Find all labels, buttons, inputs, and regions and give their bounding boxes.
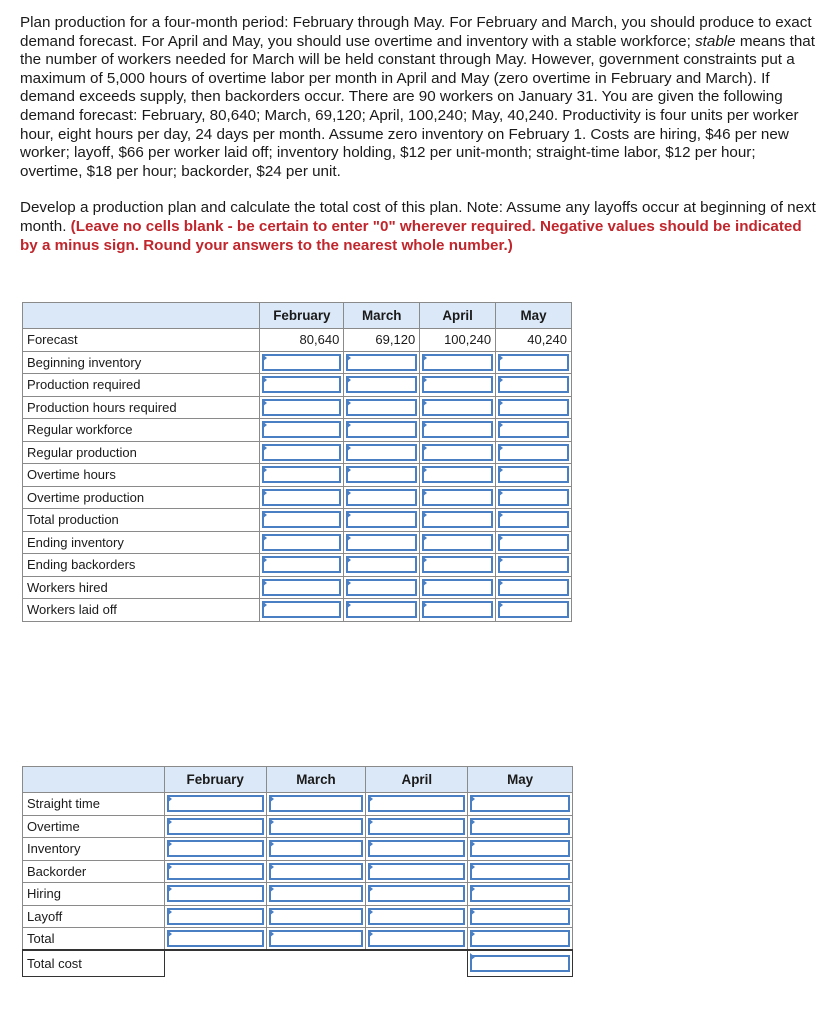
production-hours-required-february-cell <box>260 396 344 419</box>
cost-total-march-cell <box>266 928 366 951</box>
workers-hired-march-input[interactable] <box>346 579 417 596</box>
plan-row-workers-laid-off <box>23 599 572 622</box>
cost-layoff-april-input[interactable] <box>368 908 465 925</box>
total-production-march-input[interactable] <box>346 511 417 528</box>
forecast-value: 40,240 <box>496 329 572 352</box>
cost-overtime-may-input[interactable] <box>470 818 570 835</box>
row-label: Workers laid off <box>23 599 260 622</box>
cost-hiring-may-input[interactable] <box>470 885 570 902</box>
cost-hiring-february-cell <box>164 883 266 906</box>
cost-inventory-february-cell <box>164 838 266 861</box>
row-label: Ending inventory <box>23 531 260 554</box>
plan-row-beginning-inventory <box>23 351 572 374</box>
workers-laid-off-may-cell <box>496 599 572 622</box>
plan-header-row <box>23 303 572 329</box>
total-production-march-cell <box>344 509 420 532</box>
cost-row-hiring <box>23 883 573 906</box>
plan-row-production-required <box>23 374 572 397</box>
workers-hired-april-cell <box>420 576 496 599</box>
cost-inventory-february-input[interactable] <box>167 840 264 857</box>
cost-inventory-may-input[interactable] <box>470 840 570 857</box>
workers-laid-off-may-input[interactable] <box>498 601 569 618</box>
cost-backorder-april-cell <box>366 860 468 883</box>
cost-total-april-cell <box>366 928 468 951</box>
row-label: Backorder <box>23 860 165 883</box>
workers-laid-off-march-cell <box>344 599 420 622</box>
ending-backorders-february-cell <box>260 554 344 577</box>
overtime-hours-march-cell <box>344 464 420 487</box>
regular-production-february-cell <box>260 441 344 464</box>
blank-cell <box>164 950 266 976</box>
workers-laid-off-april-cell <box>420 599 496 622</box>
cost-layoff-april-cell <box>366 905 468 928</box>
workers-hired-february-input[interactable] <box>262 579 341 596</box>
total-cost-cell <box>468 950 573 976</box>
forecast-label: Forecast <box>23 329 260 352</box>
cost-total-march-input[interactable] <box>269 930 364 947</box>
overtime-hours-april-cell <box>420 464 496 487</box>
header-april: April <box>420 303 496 329</box>
ending-backorders-april-cell <box>420 554 496 577</box>
problem-paragraph-2: Develop a production plan and calculate the total cost of this plan. Note: Assume any layoffs occur at beginning of next month. (Leave no cells blank - be certain to enter "0" wherever required. Negative values should be indicated by a minus sign. Round your answers to the nearest whole number.) <box>20 199 816 254</box>
production-required-march-input[interactable] <box>346 376 417 393</box>
ending-inventory-april-cell <box>420 531 496 554</box>
cost-overtime-april-input[interactable] <box>368 818 465 835</box>
cost-total-may-input[interactable] <box>470 930 570 947</box>
production-required-march-cell <box>344 374 420 397</box>
row-label: Inventory <box>23 838 165 861</box>
total-production-april-cell <box>420 509 496 532</box>
cost-header-march: March <box>266 767 366 793</box>
cost-inventory-may-cell <box>468 838 573 861</box>
ending-inventory-march-cell <box>344 531 420 554</box>
regular-production-march-cell <box>344 441 420 464</box>
regular-workforce-april-cell <box>420 419 496 442</box>
ending-inventory-february-input[interactable] <box>262 534 341 551</box>
overtime-production-february-cell <box>260 486 344 509</box>
cost-backorder-april-input[interactable] <box>368 863 465 880</box>
header-blank <box>23 303 260 329</box>
forecast-value: 69,120 <box>344 329 420 352</box>
forecast-value: 80,640 <box>260 329 344 352</box>
cost-overtime-march-input[interactable] <box>269 818 364 835</box>
beginning-inventory-april-cell <box>420 351 496 374</box>
ending-inventory-march-input[interactable] <box>346 534 417 551</box>
workers-hired-april-input[interactable] <box>422 579 493 596</box>
header-february: February <box>260 303 344 329</box>
cost-row-total <box>23 928 573 951</box>
row-label: Beginning inventory <box>23 351 260 374</box>
regular-production-april-input[interactable] <box>422 444 493 461</box>
regular-production-april-cell <box>420 441 496 464</box>
overtime-production-march-cell <box>344 486 420 509</box>
workers-hired-may-cell <box>496 576 572 599</box>
total-cost-input[interactable] <box>470 955 570 972</box>
plan-row-workers-hired <box>23 576 572 599</box>
beginning-inventory-march-input[interactable] <box>346 354 417 371</box>
cost-layoff-may-input[interactable] <box>470 908 570 925</box>
regular-workforce-february-cell <box>260 419 344 442</box>
cost-header-row <box>23 767 573 793</box>
row-label: Workers hired <box>23 576 260 599</box>
plan-row-regular-production <box>23 441 572 464</box>
regular-workforce-march-cell <box>344 419 420 442</box>
regular-workforce-march-input[interactable] <box>346 421 417 438</box>
production-required-april-input[interactable] <box>422 376 493 393</box>
cost-overtime-march-cell <box>266 815 366 838</box>
beginning-inventory-may-input[interactable] <box>498 354 569 371</box>
cost-layoff-february-cell <box>164 905 266 928</box>
overtime-production-april-cell <box>420 486 496 509</box>
production-hours-required-april-input[interactable] <box>422 399 493 416</box>
blank-cell <box>366 950 468 976</box>
row-label: Straight time <box>23 793 165 816</box>
total-production-february-input[interactable] <box>262 511 341 528</box>
overtime-production-may-cell <box>496 486 572 509</box>
cost-straight-time-may-input[interactable] <box>470 795 570 812</box>
plan-row-production-hours-required <box>23 396 572 419</box>
ending-inventory-may-input[interactable] <box>498 534 569 551</box>
total-cost-row <box>23 950 573 976</box>
cost-hiring-february-input[interactable] <box>167 885 264 902</box>
cost-overtime-february-cell <box>164 815 266 838</box>
cost-inventory-march-input[interactable] <box>269 840 364 857</box>
row-label: Overtime production <box>23 486 260 509</box>
production-hours-required-february-input[interactable] <box>262 399 341 416</box>
overtime-hours-april-input[interactable] <box>422 466 493 483</box>
ending-backorders-february-input[interactable] <box>262 556 341 573</box>
instruction-note: (Leave no cells blank - be certain to enter "0" wherever required. Negative values should be indicated by a minus sign. Round your answers to the nearest whole number.) <box>20 217 802 254</box>
cost-overtime-february-input[interactable] <box>167 818 264 835</box>
cost-backorder-february-input[interactable] <box>167 863 264 880</box>
cost-backorder-march-input[interactable] <box>269 863 364 880</box>
ending-backorders-april-input[interactable] <box>422 556 493 573</box>
cost-row-layoff <box>23 905 573 928</box>
header-may: May <box>496 303 572 329</box>
regular-production-march-input[interactable] <box>346 444 417 461</box>
overtime-hours-february-cell <box>260 464 344 487</box>
workers-hired-march-cell <box>344 576 420 599</box>
plan-row-overtime-production <box>23 486 572 509</box>
cost-overtime-april-cell <box>366 815 468 838</box>
ending-inventory-may-cell <box>496 531 572 554</box>
ending-backorders-may-input[interactable] <box>498 556 569 573</box>
cost-layoff-march-input[interactable] <box>269 908 364 925</box>
row-label: Regular production <box>23 441 260 464</box>
header-blank <box>23 767 165 793</box>
row-label: Hiring <box>23 883 165 906</box>
cost-backorder-may-input[interactable] <box>470 863 570 880</box>
cost-backorder-february-cell <box>164 860 266 883</box>
workers-hired-may-input[interactable] <box>498 579 569 596</box>
production-hours-required-may-cell <box>496 396 572 419</box>
row-label: Overtime <box>23 815 165 838</box>
cost-straight-time-march-cell <box>266 793 366 816</box>
header-march: March <box>344 303 420 329</box>
cost-backorder-march-cell <box>266 860 366 883</box>
total-production-april-input[interactable] <box>422 511 493 528</box>
regular-workforce-may-input[interactable] <box>498 421 569 438</box>
cost-inventory-april-input[interactable] <box>368 840 465 857</box>
ending-backorders-march-input[interactable] <box>346 556 417 573</box>
overtime-hours-may-cell <box>496 464 572 487</box>
cost-straight-time-february-input[interactable] <box>167 795 264 812</box>
regular-production-may-input[interactable] <box>498 444 569 461</box>
cost-header-february: February <box>164 767 266 793</box>
production-plan-table <box>22 302 572 622</box>
ending-inventory-april-input[interactable] <box>422 534 493 551</box>
row-label: Layoff <box>23 905 165 928</box>
beginning-inventory-may-cell <box>496 351 572 374</box>
row-label: Regular workforce <box>23 419 260 442</box>
overtime-production-february-input[interactable] <box>262 489 341 506</box>
forecast-value: 100,240 <box>420 329 496 352</box>
plan-row-total-production <box>23 509 572 532</box>
production-hours-required-march-input[interactable] <box>346 399 417 416</box>
cost-row-backorder <box>23 860 573 883</box>
cost-inventory-march-cell <box>266 838 366 861</box>
problem-paragraph-1: Plan production for a four-month period: February through May. For February and March, you should produce to exact demand forecast. For April and May, you should use overtime and inventory with a stable workforce; stable means that the number of workers needed for March will be held constant through May. However, government constraints put a maximum of 5,000 hours of overtime labor per month in April and May (zero overtime in February and March). If demand exceeds supply, then backorders occur. There are 90 workers on January 31. You are given the following demand forecast: February, 80,640; March, 69,120; April, 100,240; May, 40,240. Productivity is four units per worker hour, eight hours per day, 24 days per month. Assume zero inventory on February 1. Costs are hiring, $46 per new worker; layoff, $66 per worker laid off; inventory holding, $12 per unit-month; straight-time labor, $12 per hour; overtime, $18 per hour; backorder, $24 per unit. <box>20 14 815 180</box>
cost-row-inventory <box>23 838 573 861</box>
production-hours-required-may-input[interactable] <box>498 399 569 416</box>
ending-backorders-may-cell <box>496 554 572 577</box>
regular-workforce-may-cell <box>496 419 572 442</box>
cost-overtime-may-cell <box>468 815 573 838</box>
cost-header-may: May <box>468 767 573 793</box>
cost-layoff-february-input[interactable] <box>167 908 264 925</box>
problem-statement <box>20 14 820 255</box>
cost-header-april: April <box>366 767 468 793</box>
total-production-may-input[interactable] <box>498 511 569 528</box>
workers-laid-off-april-input[interactable] <box>422 601 493 618</box>
workers-hired-february-cell <box>260 576 344 599</box>
cost-hiring-march-cell <box>266 883 366 906</box>
plan-row-ending-inventory <box>23 531 572 554</box>
overtime-hours-february-input[interactable] <box>262 466 341 483</box>
row-label: Ending backorders <box>23 554 260 577</box>
production-required-may-input[interactable] <box>498 376 569 393</box>
blank-cell <box>266 950 366 976</box>
plan-row-ending-backorders <box>23 554 572 577</box>
cost-straight-time-may-cell <box>468 793 573 816</box>
row-label: Total production <box>23 509 260 532</box>
cost-table <box>22 766 573 977</box>
overtime-production-march-input[interactable] <box>346 489 417 506</box>
workers-laid-off-february-input[interactable] <box>262 601 341 618</box>
ending-inventory-february-cell <box>260 531 344 554</box>
workers-laid-off-february-cell <box>260 599 344 622</box>
production-required-february-cell <box>260 374 344 397</box>
workers-laid-off-march-input[interactable] <box>346 601 417 618</box>
cost-total-april-input[interactable] <box>368 930 465 947</box>
cost-straight-time-march-input[interactable] <box>269 795 364 812</box>
overtime-hours-march-input[interactable] <box>346 466 417 483</box>
cost-straight-time-february-cell <box>164 793 266 816</box>
regular-workforce-april-input[interactable] <box>422 421 493 438</box>
beginning-inventory-april-input[interactable] <box>422 354 493 371</box>
regular-workforce-february-input[interactable] <box>262 421 341 438</box>
overtime-hours-may-input[interactable] <box>498 466 569 483</box>
cost-total-may-cell <box>468 928 573 951</box>
overtime-production-may-input[interactable] <box>498 489 569 506</box>
beginning-inventory-february-input[interactable] <box>262 354 341 371</box>
overtime-production-april-input[interactable] <box>422 489 493 506</box>
ending-backorders-march-cell <box>344 554 420 577</box>
regular-production-february-input[interactable] <box>262 444 341 461</box>
beginning-inventory-february-cell <box>260 351 344 374</box>
row-label: Production hours required <box>23 396 260 419</box>
cost-straight-time-april-input[interactable] <box>368 795 465 812</box>
row-label: Total <box>23 928 165 951</box>
beginning-inventory-march-cell <box>344 351 420 374</box>
cost-backorder-may-cell <box>468 860 573 883</box>
production-hours-required-april-cell <box>420 396 496 419</box>
plan-row-overtime-hours <box>23 464 572 487</box>
total-cost-label: Total cost <box>23 950 165 976</box>
production-required-february-input[interactable] <box>262 376 341 393</box>
production-required-april-cell <box>420 374 496 397</box>
total-production-february-cell <box>260 509 344 532</box>
row-label: Production required <box>23 374 260 397</box>
cost-hiring-april-input[interactable] <box>368 885 465 902</box>
cost-hiring-may-cell <box>468 883 573 906</box>
production-hours-required-march-cell <box>344 396 420 419</box>
cost-total-february-input[interactable] <box>167 930 264 947</box>
cost-layoff-march-cell <box>266 905 366 928</box>
cost-hiring-april-cell <box>366 883 468 906</box>
total-production-may-cell <box>496 509 572 532</box>
cost-row-overtime <box>23 815 573 838</box>
row-label: Overtime hours <box>23 464 260 487</box>
cost-straight-time-april-cell <box>366 793 468 816</box>
plan-row-regular-workforce <box>23 419 572 442</box>
regular-production-may-cell <box>496 441 572 464</box>
cost-total-february-cell <box>164 928 266 951</box>
forecast-row <box>23 329 572 352</box>
cost-row-straight-time <box>23 793 573 816</box>
cost-hiring-march-input[interactable] <box>269 885 364 902</box>
cost-layoff-may-cell <box>468 905 573 928</box>
production-required-may-cell <box>496 374 572 397</box>
cost-inventory-april-cell <box>366 838 468 861</box>
